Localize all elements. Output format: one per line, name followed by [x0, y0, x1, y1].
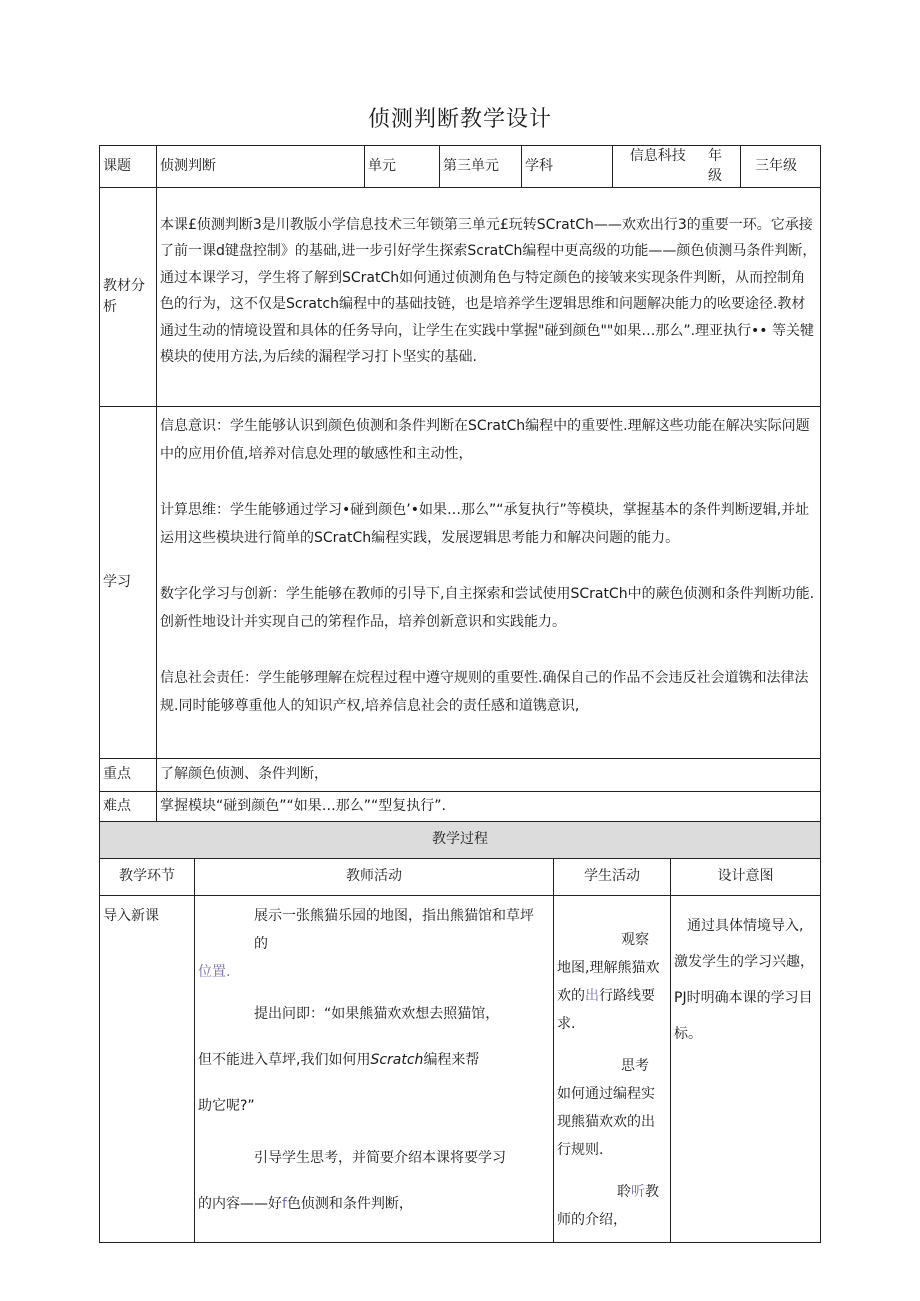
process-heading-row	[100, 821, 821, 858]
learning-row	[100, 406, 821, 758]
goal-digital-innovation: 数字化学习与创新：学生能够在教师的引导下,自主探索和尝试使用SCratCh中的蕨色侦测和条件判断功能.创新性地设计并实现自己的笫程作品，培养创新意识和实践能力。	[160, 585, 815, 630]
unit-value: 第三单元	[440, 146, 522, 188]
topic-value: 侦测判断	[157, 146, 365, 188]
material-label: 教材分 析	[100, 187, 157, 406]
topic-label: 课题	[100, 146, 157, 188]
col-teacher: 教师活动	[195, 858, 554, 895]
difficulty-row	[100, 791, 821, 821]
intro-row	[100, 895, 821, 1242]
process-heading: 教学过程	[100, 821, 821, 858]
unit-label: 单元	[365, 146, 440, 188]
goal-social-responsibility: 信息社会责任：学生能够理解在烷程过程中遵守规则的重要性.确保自己的作品不会违反社会道镌和法律法规.同时能够尊重他人的知识产权,培养信息社会的责任感和道镌意识,	[160, 669, 809, 714]
learning-label: 学习	[100, 406, 157, 758]
header-row	[100, 146, 821, 188]
focus-label: 重点	[100, 758, 157, 791]
subject-value: 信息科技	[629, 148, 686, 164]
col-intent: 设计意图	[671, 858, 821, 895]
learning-content	[157, 406, 821, 758]
goal-computational-thinking: 计算思维：学生能够通过学习•碰到颜色’•如果…那么”“承复执行”等模块，掌握基本的条件判断逻辑,并址运用这些模块进行简单的SCratCh编程实践，发展逻辑思考能力和解决问题的能力。	[160, 501, 810, 546]
focus-text: 了解颜色侦测、条件判断，	[157, 758, 821, 791]
col-stage: 教学环节	[100, 858, 195, 895]
process-columns-row	[100, 858, 821, 895]
focus-row	[100, 758, 821, 791]
material-row	[100, 187, 821, 406]
col-student: 学生活动	[554, 858, 671, 895]
student-activity: 观察 地图,理解熊猫欢欢的出行路线要求. 思考 如何通过编程实现熊猫欢欢的出行规则. 聆听教 师的介绍，	[554, 895, 671, 1242]
design-intent: 通过具体情境导入,激发学生的学习兴趣，PJ时明确本课的学习目标。	[671, 895, 821, 1242]
difficulty-text: 掌握模块“碰到颜色”“如果…那么”“型复执行”.	[157, 791, 821, 821]
goal-information-awareness: 信息意识：学生能够认识到颜色侦测和条件判断在SCratCh编程中的重要性.理解这些功能在解决实际问题中的应用价值,培养对信息处理的敏感性和主动性，	[160, 417, 810, 462]
difficulty-label: 难点	[100, 791, 157, 821]
stage-intro: 导入新课	[100, 895, 195, 1242]
page-title: 侦测判断教学设计	[367, 107, 552, 132]
lesson-plan-table	[99, 145, 821, 1243]
material-text: 本课£侦测判断3是川教版小学信息技术三年锁第三单元£玩转SCratCh——欢欢出行3的重要一环。它承接了前一课d键盘控制》的基础,进一步引好学生探索ScratCh编程中更高级的功能——颜色侦测马条件判断，通过本课学习，学生将了解到SCratCh如何通过侦测角色与特定颜色的接皱来实现条件判断，从而控制角色的行为，这不仅是Scratch编程中的基础技链，也是培养学生逻辑思维和问题解决能力的吆要途径.教材通过生动的情境设置和具体的任务导向，让学生在实践中掌握"碰到颜色""如果…那么”.理亚执行•• 等关犍模块的使用方法,为后续的漏程学习打卜坚实的基础.	[157, 187, 821, 406]
subject-grade-cell	[613, 146, 741, 188]
grade-value: 三年级	[741, 146, 821, 188]
grade-label: 年级	[708, 148, 723, 185]
subject-label: 学科	[522, 146, 613, 188]
teacher-activity: 展示一张熊猫乐园的地图，指出熊猫馆和草坪的 位置. 提出问即：“如果熊猫欢欢想去照猫馆， 但不能进入草坪,我们如何用Scratch编程来帮 助它呢?” 引导学生思考，并简要介绍本课将要学习 的内容——好f色侦测和条件判断，	[195, 895, 554, 1242]
